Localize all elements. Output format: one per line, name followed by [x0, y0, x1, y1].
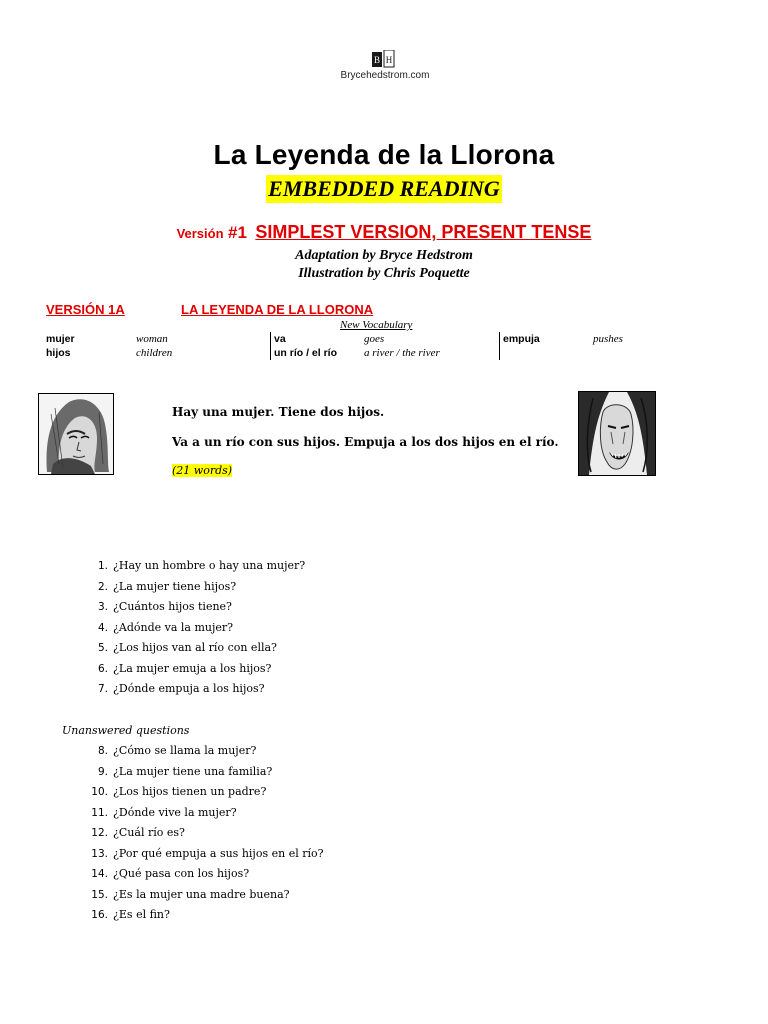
vocab-caption: New Vocabulary [340, 319, 413, 331]
adaptation-credit: Adaptation by Bryce Hedstrom [295, 248, 473, 263]
question-number: 11. [91, 806, 108, 819]
hooded-woman-illustration [38, 393, 114, 475]
version-line [0, 222, 768, 243]
story-line-2: Va a un río con sus hijos. Empuja a los dos hijos en el río. [172, 435, 559, 449]
question-text: ¿Los hijos tienen un padre? [113, 785, 267, 798]
list-item [84, 662, 271, 680]
question-number: 13. [91, 847, 108, 860]
list-item [84, 908, 170, 926]
question-text: ¿Cuántos hijos tiene? [113, 600, 232, 613]
question-text: ¿Adónde va la mujer? [113, 620, 234, 634]
question-number: 15. [91, 888, 108, 901]
question-number: 7. [97, 683, 108, 695]
vocab-word: va [274, 333, 286, 345]
vocab-divider [270, 332, 271, 360]
list-item [84, 682, 265, 700]
question-text: ¿La mujer tiene hijos? [113, 579, 237, 593]
logo-letter-h: H [385, 55, 393, 65]
question-text: ¿Dónde empuja a los hijos? [113, 682, 265, 695]
question-text: ¿Qué pasa con los hijos? [113, 867, 250, 880]
page-subtitle: EMBEDDED READING [268, 176, 500, 201]
version-word: Versión [176, 226, 224, 241]
vocab-word: mujer [46, 333, 75, 345]
section-name: LA LEYENDA DE LA LLORONA [181, 302, 374, 317]
question-number: 12. [91, 827, 108, 839]
version-number: #1 [227, 223, 247, 242]
version-description: SIMPLEST VERSION, PRESENT TENSE [255, 222, 592, 242]
vocab-gloss: woman [136, 333, 168, 345]
vocab-gloss: pushes [593, 333, 623, 345]
question-number: 9. [97, 765, 108, 778]
vocab-gloss: children [136, 347, 173, 359]
sketch-icon [579, 392, 655, 475]
story-line-1: Hay una mujer. Tiene dos hijos. [172, 405, 385, 419]
question-number: 4. [97, 621, 108, 634]
page-title: La Leyenda de la Llorona [213, 139, 555, 170]
list-item [84, 580, 236, 598]
list-item [84, 847, 324, 865]
list-item [84, 888, 290, 906]
question-text: ¿Dónde vive la mujer? [113, 805, 237, 819]
list-item [84, 744, 256, 762]
question-text: ¿Es la mujer una madre buena? [113, 887, 290, 901]
question-number: 1. [97, 560, 108, 572]
list-item [84, 765, 272, 783]
vocab-word: un río / el río [274, 347, 338, 359]
question-number: 6. [97, 662, 108, 675]
question-text: ¿La mujer emuja a los hijos? [113, 661, 272, 675]
list-item [84, 621, 233, 639]
question-number: 5. [97, 642, 108, 654]
question-text: ¿Cuál río es? [113, 826, 185, 839]
question-text: ¿Hay un hombre o hay una mujer? [113, 559, 306, 572]
vocab-divider [499, 332, 500, 360]
list-item [84, 867, 249, 885]
list-item [84, 806, 237, 824]
question-text: ¿Es el fin? [113, 908, 170, 921]
list-item [84, 785, 266, 803]
sketch-icon [39, 394, 113, 474]
vocab-gloss: goes [364, 333, 385, 345]
question-number: 14. [91, 868, 108, 880]
list-item [84, 600, 232, 618]
question-text: ¿La mujer tiene una familia? [113, 764, 273, 778]
logo-site-name: Brycehedstrom.com [340, 70, 430, 81]
question-number: 10. [91, 786, 108, 798]
question-number: 16. [91, 909, 108, 921]
illustration-credit: Illustration by Chris Poquette [298, 266, 470, 281]
list-item [84, 641, 277, 659]
list-item [84, 826, 185, 844]
logo-letter-b: B [373, 55, 381, 65]
vocab-gloss: a river / the river [364, 347, 440, 359]
question-text: ¿Por qué empuja a sus hijos en el río? [113, 846, 324, 860]
crying-woman-illustration [578, 391, 656, 476]
question-number: 8. [97, 745, 108, 757]
bh-logo-icon [371, 50, 395, 68]
list-item [84, 559, 305, 577]
vocab-word: hijos [46, 347, 71, 359]
vocab-word: empuja [503, 333, 540, 345]
question-number: 3. [97, 601, 108, 613]
question-number: 2. [97, 580, 108, 593]
question-text: ¿Cómo se llama la mujer? [113, 744, 257, 757]
section-label: VERSIÓN 1A [46, 302, 125, 317]
unanswered-heading: Unanswered questions [62, 724, 190, 737]
subtitle-wrapper [0, 175, 768, 203]
word-count: (21 words) [172, 464, 233, 477]
question-text: ¿Los hijos van al río con ella? [113, 641, 277, 654]
